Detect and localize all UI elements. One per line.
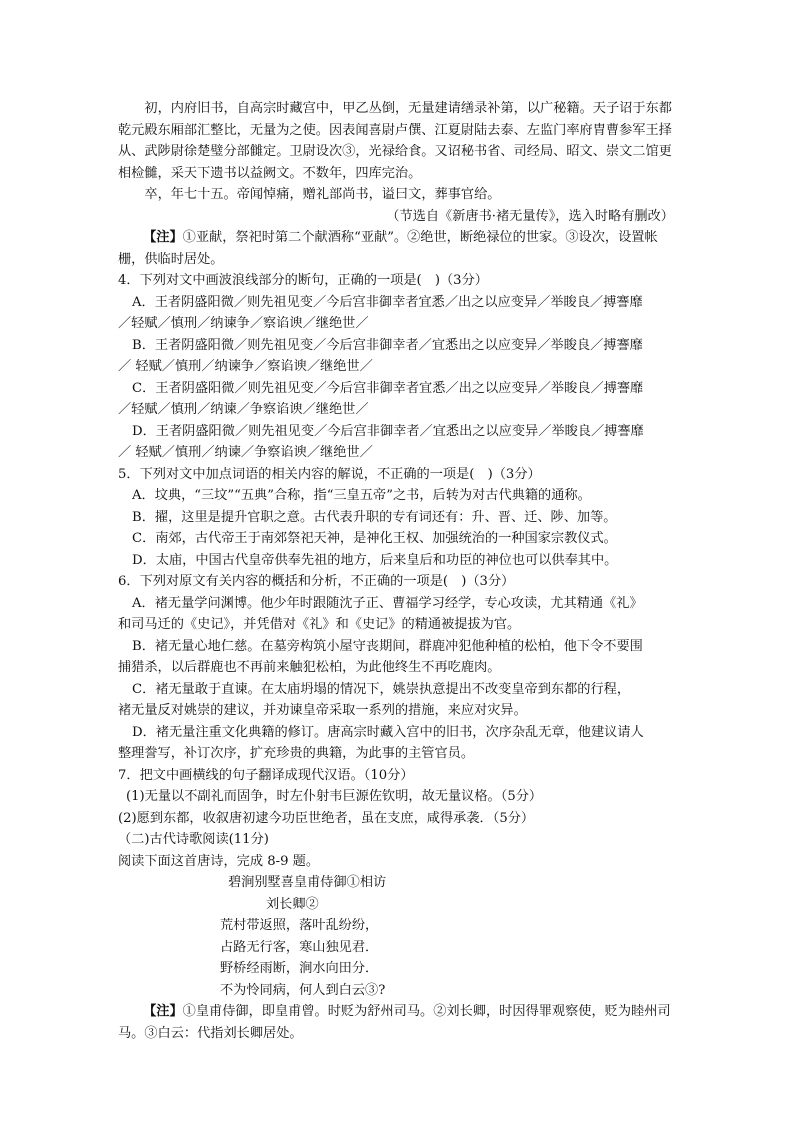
- passage-paragraph-1: 初，内府旧书，自高宗时藏宫中，甲乙丛倒，无量建请缮录补第，以广秘籍。天子诏于东都乾元殿东厢部汇整比，无量为之使。因表闻喜尉卢僎、江夏尉陆去泰、左监门率府胄曹参军王择从、武陟尉徐楚璧分部雠定。卫尉设次③，光禄给食。又诏秘书省、司经局、昭文、崇文二馆更相检雠，采天下遗书以益阙文。不数年，四库完治。: [118, 101, 672, 181]
- source-citation: （节选自《新唐书·褚无量传》，选入时略有删改）: [386, 208, 674, 224]
- q7-sentence-1: (1)无量以不副礼而固争，时左仆射韦巨源佐钦明，故无量议格。（5分）: [126, 789, 543, 804]
- q5-option-b: B．擢，这里是提升官职之意。古代表升职的专有词还有：升、晋、迁、陟、加等。: [132, 509, 617, 525]
- annotation-1: [118, 227, 678, 270]
- q4-option-b-line2: ／ 轻赋／慎刑／纳谏争／察谄谀／继绝世／: [118, 359, 373, 374]
- q6-option-b-line2: 捕猎杀，以后群鹿也不再前来触犯松柏，为此他终生不再吃鹿肉。: [118, 660, 501, 675]
- poem-author: 刘长卿②: [266, 896, 319, 912]
- passage-paragraph-2: 卒，年七十五。帝闻悼痛，赠礼部尚书，谥曰文，葬事官给。: [144, 187, 501, 202]
- poem-line-3: 野桥经雨断，涧水向田分．: [220, 961, 379, 976]
- q6-option-d-line2: 整理誊写，补订次序，扩充珍贵的典籍，为此事的主管官员。: [118, 746, 475, 761]
- annotation-2: [118, 1001, 678, 1044]
- q4-option-b-line1: B．王者阴盛阳微／则先祖见变／今后宫非御幸者／宜悉出之以应变异／举睃良／搏謇靡: [132, 337, 643, 353]
- reading-instruction: 阅读下面这首唐诗，完成 8-9 题。: [118, 853, 320, 869]
- q4-option-a-line2: ／轻赋／慎刑／纳谏争／察谄谀／继绝世／: [118, 316, 369, 331]
- q6-option-a-line2: 和司马迁的《史记》，并凭借对《礼》和《史记》的精通被提拔为官。: [118, 617, 521, 632]
- page-content: [118, 98, 678, 1044]
- q7-sentence-2: (2)愿到东都，收叙唐初逮今功臣世绝者，虽在支庶，咸得承袭．（5分）: [118, 810, 535, 826]
- q6-option-c-line1: C．褚无量敢于直谏。在太庙坍塌的情况下，姚崇执意提出不改变皇帝到东都的行程，: [132, 681, 631, 697]
- annotation-text: ①亚献，祭祀时第二个献酒称“亚献”。②绝世，断绝禄位的世家。③设次，设置帐栅，供临时居处。: [118, 230, 658, 267]
- poem-line-2: 占路无行客，寒山独见君．: [220, 939, 379, 955]
- q5-option-c: C．南郊，古代帝王于南郊祭祀天神，是神化王权、加强统治的一种国家宗教仪式。: [132, 531, 617, 546]
- question-6-stem: 6．下列对原文有关内容的概括和分析，不正确的一项是( )（3分）: [118, 574, 515, 589]
- annotation-label: 【注】: [143, 1004, 183, 1019]
- question-4-stem: 4．下列对文中画波浪线部分的断句，正确的一项是( )（3分）: [118, 273, 488, 288]
- annotation-label: 【注】: [143, 230, 183, 245]
- question-5-stem: 5．下列对文中加点词语的相关内容的解说，不正确的一项是( )（3分）: [118, 466, 541, 482]
- q6-option-d-line1: D．褚无量注重文化典籍的修订。唐高宗时藏入宫中的旧书，次序杂乱无章，他建议请人: [132, 724, 644, 740]
- section-heading-poetry: （二)古代诗歌阅读(11分): [118, 832, 269, 847]
- poem-title: 碧涧别墅喜皇甫侍御①相访: [228, 875, 387, 890]
- q6-option-b-line1: B．褚无量心地仁慈。在墓旁构筑小屋守丧期间，群鹿冲犯他种植的松柏，他下令不要围: [132, 638, 643, 654]
- poem-line-4: 不为怜同病，何人到白云③?: [220, 982, 386, 998]
- q4-option-c-line2: ／轻赋／慎刑／纳谏／争察谄谀／继绝世／: [118, 402, 369, 417]
- q4-option-a-line1: A．王者阴盛阳微／则先祖见变／今后宫非御幸者宜悉／出之以应变异／举睃良／搏謇靡: [132, 294, 643, 310]
- q6-option-a-line1: A．褚无量学问渊博。他少年时跟随沈子正、曹福学习经学，专心攻读，尤其精通《礼》: [132, 595, 643, 611]
- q6-option-c-line2: 褚无量反对姚崇的建议，并劝谏皇帝采取一系列的措施，来应对灾异。: [118, 703, 527, 718]
- q5-option-d: D．太庙，中国古代皇帝供奉先祖的地方，后来皇后和功臣的神位也可以供奉其中。: [132, 552, 618, 568]
- question-7-stem: 7．把文中画横线的句子翻译成现代汉语。（10分）: [118, 767, 414, 783]
- q5-option-a: A．坟典，“三坟”“五典”合称，指“三皇五帝”之书，后转为对古代典籍的通称。: [132, 488, 591, 503]
- q4-option-d-line1: D．王者阴盛阳微／则先祖见变／今后宫非御幸者／宜悉出之以应变异／举睃良／搏謇靡: [132, 423, 644, 439]
- poem-line-1: 荒村带返照，落叶乱纷纷，: [220, 918, 379, 933]
- annotation-text: ①皇甫侍御，即皇甫曾。时贬为舒州司马。②刘长卿，时因得罪观察使，贬为睦州司马。③白云：代指刘长卿居处。: [118, 1004, 671, 1041]
- q4-option-c-line1: C．王者阴盛阳微／则先祖见变／今后宫非御幸者宜悉／出之以应变异／举睃良／搏謇靡: [132, 380, 644, 396]
- q4-option-d-line2: ／ 轻赋／慎刑／纳谏／争察谄谀／继绝世／: [118, 445, 373, 460]
